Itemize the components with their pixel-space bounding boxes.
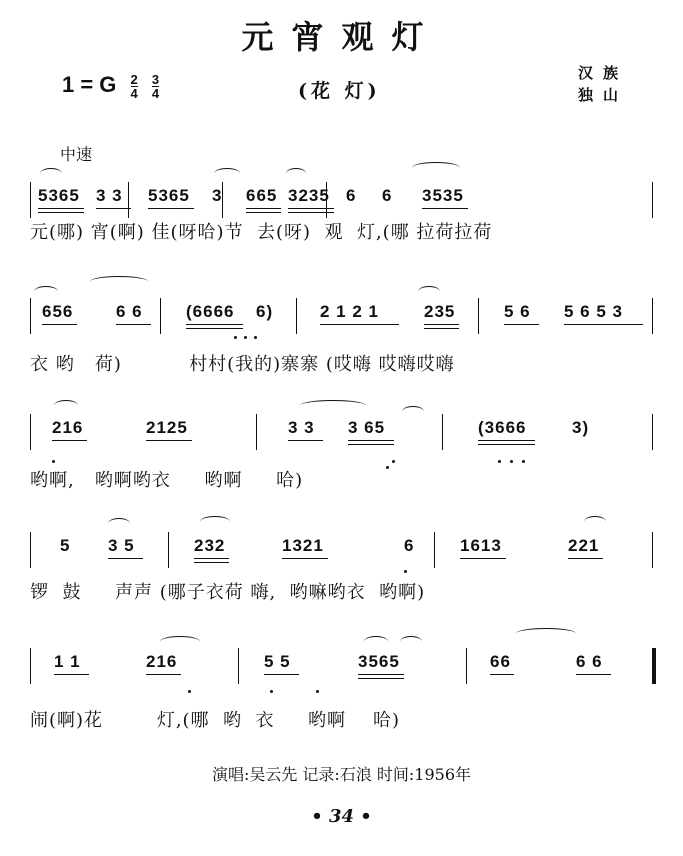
barline [168, 532, 169, 568]
note-group: 235 [424, 302, 456, 321]
note-group: 3 5 [108, 536, 135, 555]
note-group: 665 [246, 186, 278, 205]
octave-dot [386, 466, 389, 469]
note-group: 6 [382, 186, 393, 205]
slur-mark [54, 400, 78, 411]
underline-beam [282, 558, 328, 559]
underline-beam [264, 674, 299, 675]
underline-beam [288, 440, 323, 441]
underline-beam [146, 440, 192, 441]
underline-beam [348, 444, 394, 445]
octave-dot [234, 336, 237, 339]
lyrics-line: 元(哪) 宵(啊) 佳(呀哈)节 去(呀) 观 灯,(哪 拉荷拉荷 [30, 222, 493, 243]
barline [30, 298, 31, 334]
slur-mark [90, 276, 148, 287]
slur-mark [200, 516, 230, 527]
barline [652, 182, 653, 218]
note-group: 221 [568, 536, 600, 555]
tempo-marking: 中速 [60, 145, 93, 164]
note-group: 5 6 [504, 302, 531, 321]
underline-beam [460, 558, 506, 559]
barline [160, 298, 161, 334]
barline [434, 532, 435, 568]
underline-beam [288, 208, 334, 209]
note-group: 6 [346, 186, 357, 205]
notation-line [30, 646, 660, 686]
slur-mark [584, 516, 606, 527]
note-group: 6) [256, 302, 274, 321]
underline-beam [146, 674, 181, 675]
note-group: (6666 [186, 302, 235, 321]
slur-mark [400, 636, 422, 647]
credits: 演唱:吴云先 记录:石浪 时间:1956年 [211, 765, 472, 784]
barline [478, 298, 479, 334]
underline-beam [108, 558, 143, 559]
underline-beam [186, 324, 243, 325]
lyrics-line: 锣 鼓 声声 (哪子衣荷 嗨, 哟嘛哟衣 哟啊) [30, 582, 426, 603]
octave-dot [188, 690, 191, 693]
underline-beam [148, 208, 194, 209]
slur-mark [412, 162, 460, 173]
underline-beam [52, 440, 87, 441]
underline-beam [246, 212, 281, 213]
octave-dot [316, 690, 319, 693]
key-signature [62, 72, 159, 100]
note-group: 66 [490, 652, 511, 671]
note-group: 3 3 [288, 418, 315, 437]
barline [30, 182, 31, 218]
note-group: 232 [194, 536, 226, 555]
note-group: 1 1 [54, 652, 81, 671]
note-group: 3 3 [96, 186, 123, 205]
underline-beam [564, 324, 643, 325]
octave-dot [404, 570, 407, 573]
octave-dot [254, 336, 257, 339]
barline [652, 532, 653, 568]
note-group: 2125 [146, 418, 188, 437]
barline [652, 298, 653, 334]
slur-mark [214, 168, 240, 179]
notation-line [30, 296, 660, 336]
meter-three-four: $\frac{3}{4}$ [151, 71, 160, 101]
note-group: 5365 [148, 186, 190, 205]
note-group: 2 1 2 1 [320, 302, 379, 321]
octave-dot [270, 690, 273, 693]
slur-mark [516, 628, 576, 639]
underline-beam [38, 208, 84, 209]
underline-beam [478, 444, 535, 445]
note-group: 5 5 [264, 652, 291, 671]
octave-dot [510, 460, 513, 463]
underline-beam [358, 678, 404, 679]
note-group: 3565 [358, 652, 400, 671]
barline [30, 648, 31, 684]
barline [466, 648, 467, 684]
note-group: 6 [404, 536, 415, 555]
octave-dot [498, 460, 501, 463]
barline [128, 182, 129, 218]
region-label: 独山 [578, 86, 629, 104]
underline-beam [424, 324, 459, 325]
slur-mark [40, 168, 62, 179]
octave-dot [244, 336, 247, 339]
underline-beam [478, 440, 535, 441]
underline-beam [38, 212, 84, 213]
underline-beam [348, 440, 394, 441]
barline [222, 182, 223, 218]
barline [30, 532, 31, 568]
ethnicity-label: 汉族 独山 [578, 64, 629, 104]
barline [326, 182, 327, 218]
underline-beam [320, 324, 399, 325]
slur-mark [364, 636, 388, 647]
note-group: 3) [572, 418, 590, 437]
note-group: 1613 [460, 536, 502, 555]
underline-beam [96, 208, 131, 209]
lyrics-line: 衣 哟 荷) 村村(我的)寨寨 (哎嗨 哎嗨哎嗨 [30, 354, 455, 375]
key-text: 1 = G [62, 72, 117, 97]
slur-mark [300, 400, 366, 411]
notation-line [30, 412, 660, 452]
barline [652, 414, 653, 450]
note-group: 3535 [422, 186, 464, 205]
page-number: • 34 • [311, 806, 372, 827]
note-group: 5365 [38, 186, 80, 205]
note-group: 216 [52, 418, 84, 437]
barline [652, 648, 656, 684]
underline-beam [246, 208, 281, 209]
note-group: 5 [60, 536, 71, 555]
underline-beam [186, 328, 243, 329]
note-group: 6 6 [576, 652, 603, 671]
note-group: 656 [42, 302, 74, 321]
underline-beam [116, 324, 151, 325]
barline [238, 648, 239, 684]
underline-beam [42, 324, 77, 325]
octave-dot [522, 460, 525, 463]
lyrics-line: 哟啊, 哟啊哟衣 哟啊 哈) [30, 470, 304, 491]
underline-beam [194, 558, 229, 559]
note-group: 5 6 5 3 [564, 302, 623, 321]
slur-mark [418, 286, 440, 297]
note-group: 216 [146, 652, 178, 671]
barline [296, 298, 297, 334]
note-group: 6 6 [116, 302, 143, 321]
slur-mark [286, 168, 306, 179]
slur-mark [160, 636, 200, 647]
octave-dot [392, 460, 395, 463]
notation-line [30, 530, 660, 570]
slur-mark [108, 518, 130, 529]
notation-line [30, 180, 660, 220]
barline [256, 414, 257, 450]
octave-dot [52, 460, 55, 463]
underline-beam [568, 558, 603, 559]
note-group: 3 65 [348, 418, 386, 437]
underline-beam [288, 212, 334, 213]
slur-mark [34, 286, 58, 297]
underline-beam [424, 328, 459, 329]
underline-beam [576, 674, 611, 675]
note-group: 1321 [282, 536, 324, 555]
lyrics-line: 闹(啊)花 灯,(哪 哟 衣 哟啊 哈) [30, 710, 400, 731]
underline-beam [358, 674, 404, 675]
song-subtitle: (花 灯) [298, 80, 381, 102]
meter-two-four: $\frac{2}{4}$ [130, 71, 138, 101]
underline-beam [490, 674, 514, 675]
note-group: (3666 [478, 418, 527, 437]
underline-beam [194, 562, 229, 563]
underline-beam [504, 324, 539, 325]
barline [442, 414, 443, 450]
slur-mark [402, 406, 424, 417]
song-title: 元宵观灯 [241, 18, 442, 56]
underline-beam [54, 674, 89, 675]
note-group: 3 [212, 186, 223, 205]
barline [30, 414, 31, 450]
underline-beam [422, 208, 468, 209]
note-group: 3235 [288, 186, 330, 205]
